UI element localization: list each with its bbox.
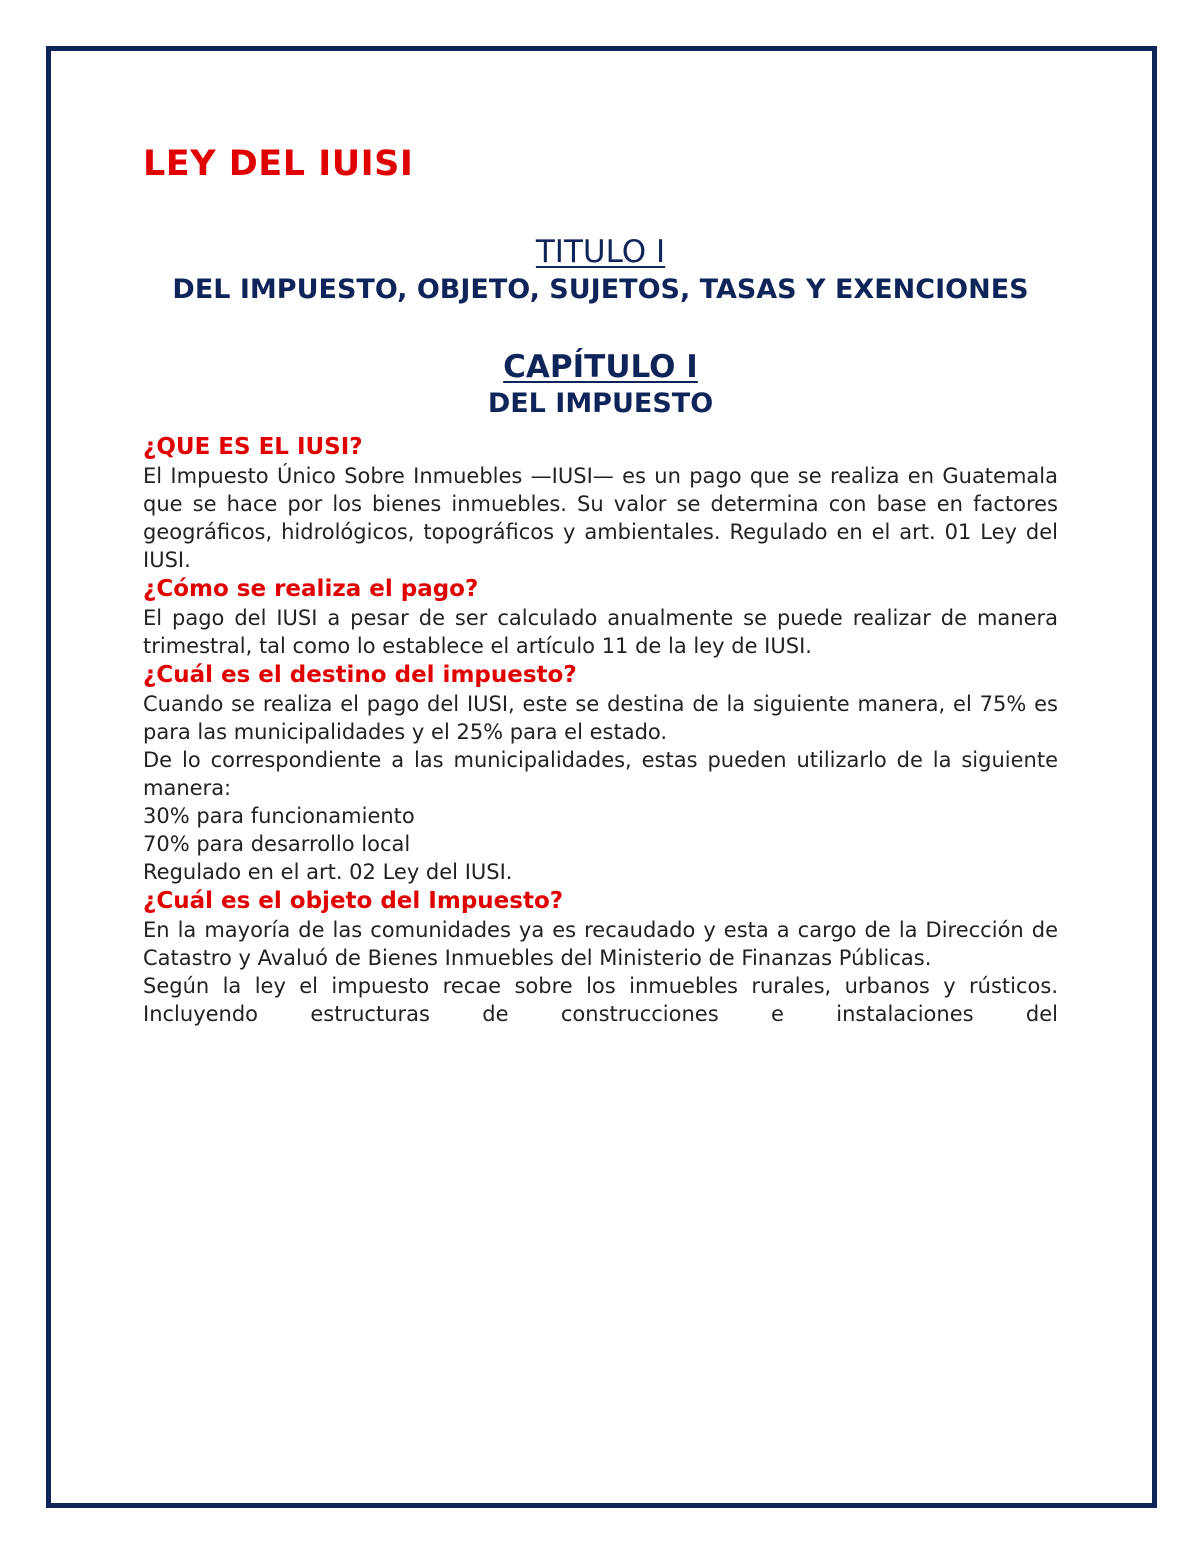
paragraph-objeto-2: Según la ley el impuesto recae sobre los inmuebles rurales, urbanos y rústicos. Incluyendo estructuras de construcciones e instalaciones del [143,974,1058,1026]
main-title: LEY DEL IUISI [143,144,414,184]
question-como-pago: ¿Cómo se realiza el pago? [143,576,479,602]
paragraph-funcionamiento: 30% para funcionamiento [143,804,415,828]
paragraph-que-es-iusi: El Impuesto Único Sobre Inmuebles —IUSI— es un pago que se realiza en Guatemala que se hace por los bienes inmuebles. Su valor se determina con base en factores geográficos, hidrológicos, topográficos y ambientales. Regulado en el art. 01 Ley del IUSI. [143,464,1058,572]
paragraph-destino-2: De lo correspondiente a las municipalidades, estas pueden utilizarlo de la siguiente manera: [143,748,1058,800]
paragraph-regulado-art-02: Regulado en el art. 02 Ley del IUSI. [143,860,513,884]
paragraph-objeto-1: En la mayoría de las comunidades ya es recaudado y esta a cargo de la Dirección de Catastro y Avaluó de Bienes Inmuebles del Ministerio de Finanzas Públicas. [143,918,1058,970]
titulo-heading [143,234,1058,308]
titulo-text: DEL IMPUESTO, OBJETO, SUJETOS, TASAS Y EXENCIONES [172,274,1029,305]
question-destino: ¿Cuál es el destino del impuesto? [143,662,577,688]
paragraph-destino-1: Cuando se realiza el pago del IUSI, este se destina de la siguiente manera, el 75% es para las municipalidades y el 25% para el estado. [143,692,1058,744]
question-objeto: ¿Cuál es el objeto del Impuesto? [143,888,564,914]
paragraph-desarrollo-local: 70% para desarrollo local [143,832,411,856]
titulo-number: TITULO I [535,234,666,270]
capitulo-text: DEL IMPUESTO [487,388,714,419]
paragraph-como-pago: El pago del IUSI a pesar de ser calculado anualmente se puede realizar de manera trimestral, tal como lo establece el artículo 11 de la ley de IUSI. [143,606,1058,658]
capitulo-number: CAPÍTULO I [503,349,698,385]
document-content [143,140,1058,1028]
capitulo-heading [143,348,1058,422]
question-que-es-iusi: ¿QUE ES EL IUSI? [143,434,363,460]
